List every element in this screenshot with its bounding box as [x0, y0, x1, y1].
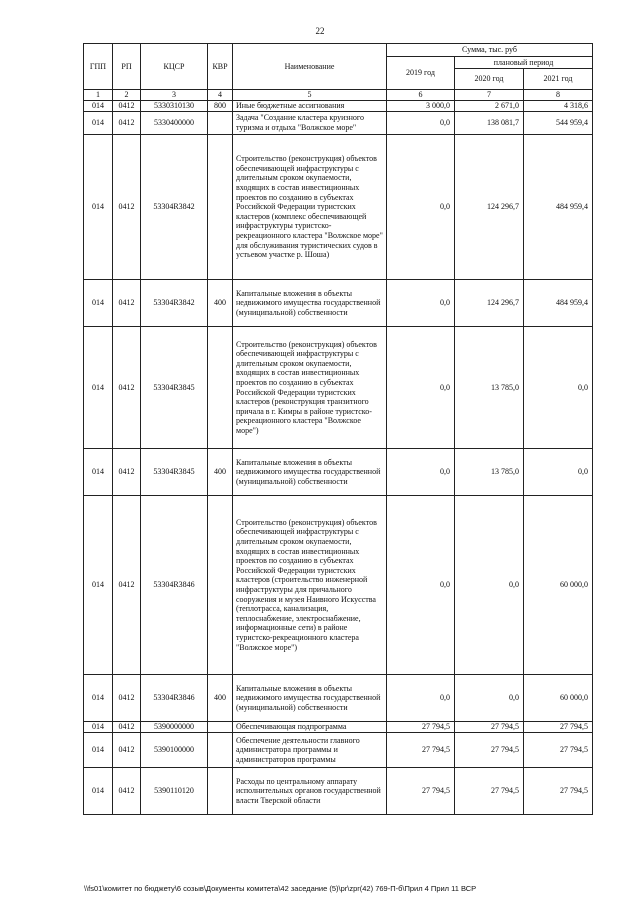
table-row	[84, 112, 593, 135]
column-numbers-row	[84, 90, 593, 101]
cell-2019: 0,0	[387, 449, 455, 496]
cell-2020: 2 671,0	[455, 101, 524, 112]
cell-kcsr: 5390000000	[141, 722, 208, 733]
cell-name: Капитальные вложения в объекты недвижимого имущества государственной (муниципальной) собственности	[233, 449, 387, 496]
cell-2019: 0,0	[387, 496, 455, 675]
cell-rp: 0412	[113, 327, 141, 449]
header-kcsr: КЦСР	[141, 44, 208, 90]
cell-kcsr: 53304R3842	[141, 280, 208, 327]
header-2019: 2019 год	[387, 57, 455, 90]
cell-name: Строительство (реконструкция) объектов обеспечивающей инфраструктуры с длительным сроком окупаемости, входящих в состав инвестиционных проектов по созданию в субъектах Российской Федерации туристских кластеров (комплекс обеспечивающей инфраструктуры туристско-рекреационного кластера "Волжское море" для обслуживания туристических судов в устьевом участке р. Шоша)	[233, 135, 387, 280]
table-row	[84, 327, 593, 449]
table-row	[84, 733, 593, 768]
cell-name: Обеспечивающая подпрограмма	[233, 722, 387, 733]
cell-kcsr: 53304R3845	[141, 327, 208, 449]
cell-kvr	[208, 733, 233, 768]
column-number: 2	[113, 90, 141, 101]
cell-2020: 27 794,5	[455, 733, 524, 768]
cell-kcsr: 5390110120	[141, 768, 208, 815]
table-row	[84, 449, 593, 496]
cell-gpp: 014	[84, 135, 113, 280]
cell-2021: 60 000,0	[524, 496, 593, 675]
cell-kcsr: 5330310130	[141, 101, 208, 112]
cell-2020: 0,0	[455, 675, 524, 722]
header-name: Наименование	[233, 44, 387, 90]
cell-kcsr: 53304R3845	[141, 449, 208, 496]
table-row	[84, 101, 593, 112]
cell-kcsr: 5330400000	[141, 112, 208, 135]
cell-rp: 0412	[113, 280, 141, 327]
header-rp: РП	[113, 44, 141, 90]
column-number: 4	[208, 90, 233, 101]
cell-kvr	[208, 768, 233, 815]
cell-name: Обеспечение деятельности главного администратора программы и администраторов программы	[233, 733, 387, 768]
cell-gpp: 014	[84, 280, 113, 327]
cell-kcsr: 53304R3842	[141, 135, 208, 280]
cell-gpp: 014	[84, 101, 113, 112]
cell-gpp: 014	[84, 722, 113, 733]
column-number: 8	[524, 90, 593, 101]
cell-kvr	[208, 112, 233, 135]
cell-2020: 124 296,7	[455, 135, 524, 280]
cell-2021: 0,0	[524, 327, 593, 449]
cell-rp: 0412	[113, 496, 141, 675]
cell-name: Строительство (реконструкция) объектов обеспечивающей инфраструктуры с длительным сроком окупаемости, входящих в состав инвестиционных проектов по созданию в субъектах Российской Федерации туристских кластеров (реконструкция транзитного причала в г. Кимры в районе туристско-рекреационного кластера "Волжское море")	[233, 327, 387, 449]
header-planned-period: плановый период	[455, 57, 593, 69]
cell-kvr	[208, 722, 233, 733]
cell-2021: 27 794,5	[524, 733, 593, 768]
table-row	[84, 768, 593, 815]
file-path-footer: \\fs01\комитет по бюджету\6 созыв\Документы комитета\42 заседание (5)\pr\zpr(42) 769-П-б\Прил 4 Прил 11 ВСР	[84, 884, 477, 893]
cell-2020: 138 081,7	[455, 112, 524, 135]
page-number: 22	[315, 26, 325, 36]
header-kvr: КВР	[208, 44, 233, 90]
cell-2019: 27 794,5	[387, 733, 455, 768]
cell-2019: 27 794,5	[387, 768, 455, 815]
table-row	[84, 280, 593, 327]
header-2020: 2020 год	[455, 69, 524, 90]
cell-2020: 27 794,5	[455, 768, 524, 815]
cell-rp: 0412	[113, 449, 141, 496]
cell-2019: 3 000,0	[387, 101, 455, 112]
cell-rp: 0412	[113, 101, 141, 112]
cell-2019: 0,0	[387, 327, 455, 449]
cell-gpp: 014	[84, 112, 113, 135]
cell-2021: 484 959,4	[524, 135, 593, 280]
cell-rp: 0412	[113, 675, 141, 722]
cell-rp: 0412	[113, 112, 141, 135]
cell-2021: 4 318,6	[524, 101, 593, 112]
cell-2019: 0,0	[387, 112, 455, 135]
cell-name: Строительство (реконструкция) объектов обеспечивающей инфраструктуры с длительным сроком окупаемости, входящих в состав инвестиционных проектов по созданию в субъектах Российской Федерации туристских кластеров (строительство инженерной инфраструктуры для причального сооружения и музея Наивного Искусства (теплотрасса, канализация, теплоснабжение, электроснабжение, информационные сети) в районе туристско-рекреационного кластера "Волжское море")	[233, 496, 387, 675]
cell-2019: 0,0	[387, 135, 455, 280]
cell-kcsr: 5390100000	[141, 733, 208, 768]
table-row	[84, 135, 593, 280]
cell-kvr	[208, 327, 233, 449]
cell-2021: 0,0	[524, 449, 593, 496]
cell-kvr	[208, 496, 233, 675]
cell-2021: 484 959,4	[524, 280, 593, 327]
cell-rp: 0412	[113, 733, 141, 768]
cell-kvr: 400	[208, 675, 233, 722]
cell-gpp: 014	[84, 449, 113, 496]
cell-kcsr: 53304R3846	[141, 496, 208, 675]
header-2021: 2021 год	[524, 69, 593, 90]
column-number: 5	[233, 90, 387, 101]
cell-kcsr: 53304R3846	[141, 675, 208, 722]
header-gpp: ГПП	[84, 44, 113, 90]
cell-2021: 27 794,5	[524, 768, 593, 815]
cell-rp: 0412	[113, 135, 141, 280]
table-row	[84, 496, 593, 675]
cell-2020: 13 785,0	[455, 449, 524, 496]
cell-name: Задача "Создание кластера круизного туризма и отдыха "Волжское море"	[233, 112, 387, 135]
cell-2020: 124 296,7	[455, 280, 524, 327]
column-number: 1	[84, 90, 113, 101]
cell-2019: 0,0	[387, 280, 455, 327]
cell-name: Расходы по центральному аппарату исполнительных органов государственной власти Тверской области	[233, 768, 387, 815]
column-number: 6	[387, 90, 455, 101]
cell-2021: 27 794,5	[524, 722, 593, 733]
cell-gpp: 014	[84, 327, 113, 449]
cell-2020: 13 785,0	[455, 327, 524, 449]
cell-name: Иные бюджетные ассигнования	[233, 101, 387, 112]
cell-name: Капитальные вложения в объекты недвижимого имущества государственной (муниципальной) собственности	[233, 280, 387, 327]
cell-kvr: 800	[208, 101, 233, 112]
cell-kvr: 400	[208, 280, 233, 327]
cell-2021: 60 000,0	[524, 675, 593, 722]
table-row	[84, 722, 593, 733]
budget-table	[83, 43, 593, 815]
cell-2019: 0,0	[387, 675, 455, 722]
cell-name: Капитальные вложения в объекты недвижимого имущества государственной (муниципальной) собственности	[233, 675, 387, 722]
cell-kvr	[208, 135, 233, 280]
cell-kvr: 400	[208, 449, 233, 496]
cell-rp: 0412	[113, 768, 141, 815]
cell-gpp: 014	[84, 496, 113, 675]
column-number: 3	[141, 90, 208, 101]
cell-2020: 27 794,5	[455, 722, 524, 733]
cell-gpp: 014	[84, 675, 113, 722]
cell-2020: 0,0	[455, 496, 524, 675]
cell-gpp: 014	[84, 733, 113, 768]
column-number: 7	[455, 90, 524, 101]
cell-rp: 0412	[113, 722, 141, 733]
cell-2019: 27 794,5	[387, 722, 455, 733]
table-row	[84, 675, 593, 722]
header-sum: Сумма, тыс. руб	[387, 44, 593, 57]
cell-2021: 544 959,4	[524, 112, 593, 135]
cell-gpp: 014	[84, 768, 113, 815]
